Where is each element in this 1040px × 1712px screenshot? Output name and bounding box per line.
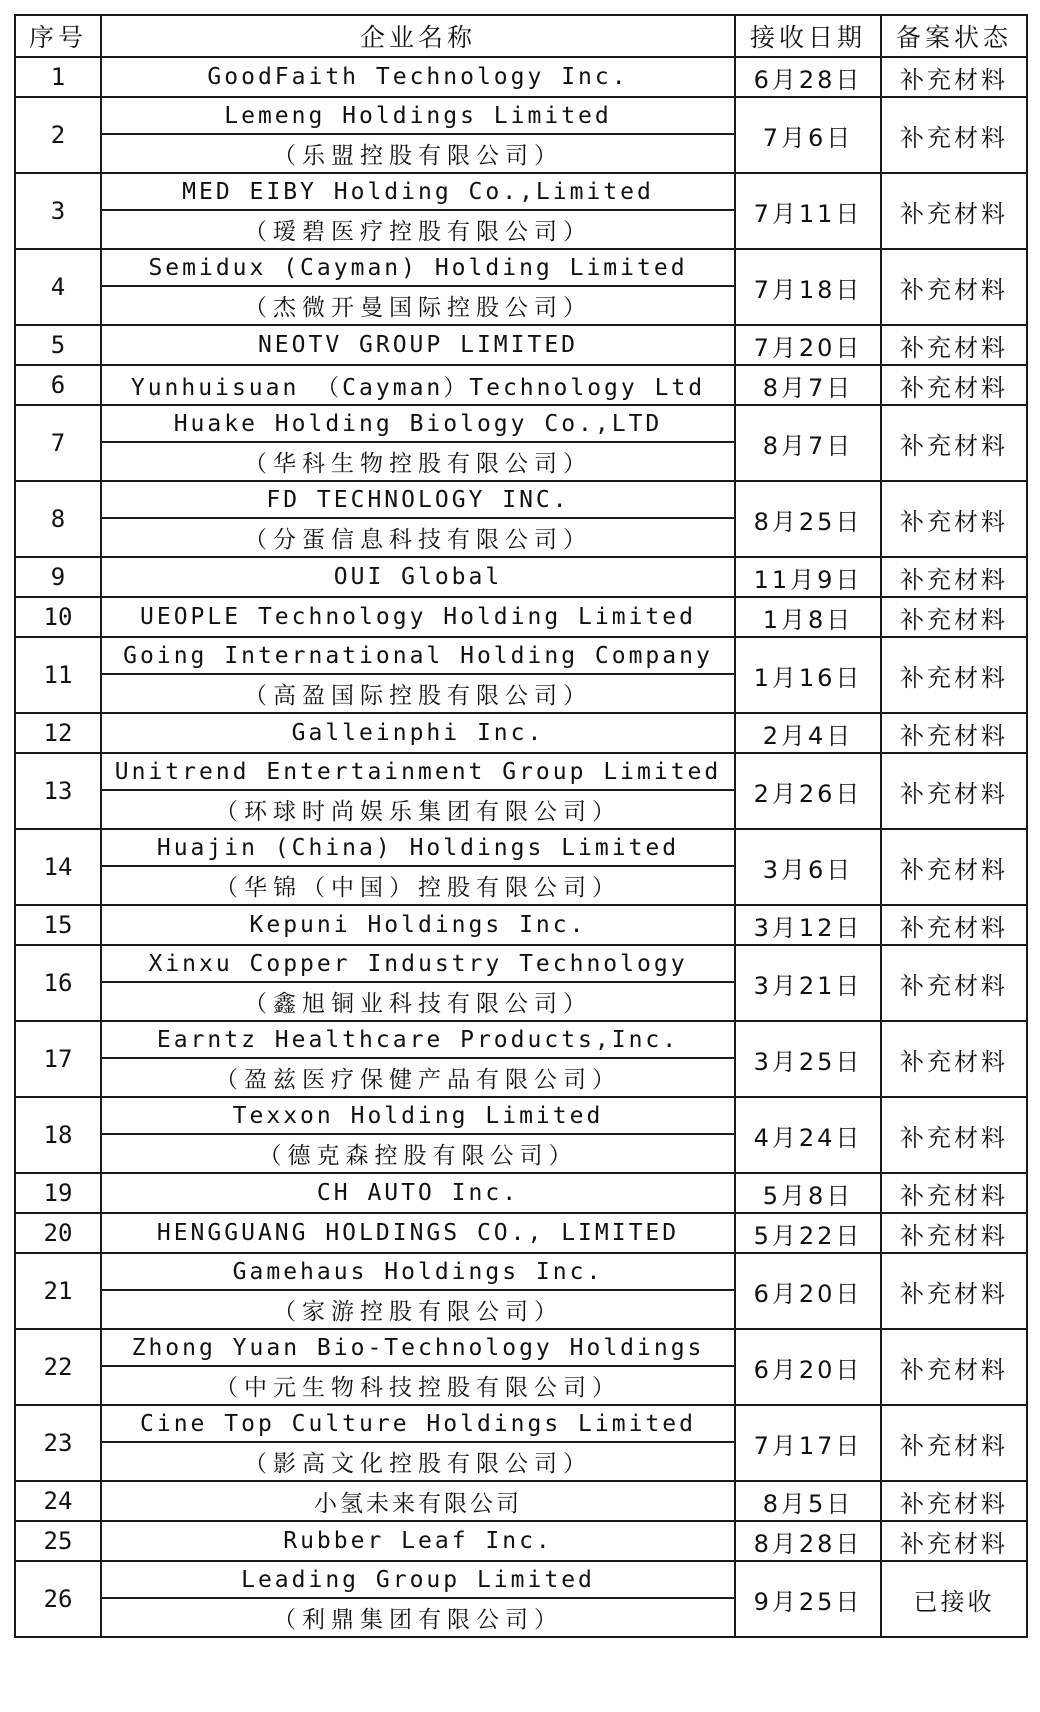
company-name-cell: Going International Holding Company	[101, 637, 735, 674]
table-row	[15, 1253, 1027, 1290]
header-filing-status: 备案状态	[881, 15, 1027, 57]
table-row	[15, 753, 1027, 790]
filing-status-cell: 补充材料	[881, 1481, 1027, 1521]
filing-status-cell: 补充材料	[881, 1213, 1027, 1253]
company-chinese-name-cell: （瑷碧医疗控股有限公司）	[101, 210, 735, 249]
received-date-cell: 7月17日	[735, 1405, 881, 1481]
filing-status-cell: 补充材料	[881, 637, 1027, 713]
filing-status-cell: 补充材料	[881, 1253, 1027, 1329]
table-row	[15, 905, 1027, 945]
table-row	[15, 713, 1027, 753]
serial-number-cell: 6	[15, 365, 101, 405]
serial-number-cell: 24	[15, 1481, 101, 1521]
filing-status-cell: 补充材料	[881, 905, 1027, 945]
table-row	[15, 637, 1027, 674]
table-row	[15, 829, 1027, 866]
company-name-cell: Kepuni Holdings Inc.	[101, 905, 735, 945]
company-chinese-name-cell: （乐盟控股有限公司）	[101, 134, 735, 173]
company-name-cell: Huake Holding Biology Co.,LTD	[101, 405, 735, 442]
filing-status-cell: 补充材料	[881, 1021, 1027, 1097]
filing-status-cell: 已接收	[881, 1561, 1027, 1637]
company-chinese-name-cell: （影高文化控股有限公司）	[101, 1442, 735, 1481]
filing-status-cell: 补充材料	[881, 713, 1027, 753]
serial-number-cell: 2	[15, 97, 101, 173]
company-name-cell: UEOPLE Technology Holding Limited	[101, 597, 735, 637]
received-date-cell: 8月7日	[735, 365, 881, 405]
table-row	[15, 1329, 1027, 1366]
filing-status-cell: 补充材料	[881, 405, 1027, 481]
received-date-cell: 5月8日	[735, 1173, 881, 1213]
received-date-cell: 11月9日	[735, 557, 881, 597]
company-name-cell: Semidux (Cayman) Holding Limited	[101, 249, 735, 286]
received-date-cell: 6月20日	[735, 1329, 881, 1405]
serial-number-cell: 13	[15, 753, 101, 829]
filing-status-cell: 补充材料	[881, 597, 1027, 637]
serial-number-cell: 1	[15, 57, 101, 97]
serial-number-cell: 5	[15, 325, 101, 365]
received-date-cell: 7月6日	[735, 97, 881, 173]
company-name-cell: Earntz Healthcare Products,Inc.	[101, 1021, 735, 1058]
company-chinese-name-cell: （环球时尚娱乐集团有限公司）	[101, 790, 735, 829]
received-date-cell: 6月28日	[735, 57, 881, 97]
received-date-cell: 9月25日	[735, 1561, 881, 1637]
company-name-cell: Huajin (China) Holdings Limited	[101, 829, 735, 866]
filing-status-cell: 补充材料	[881, 1405, 1027, 1481]
serial-number-cell: 12	[15, 713, 101, 753]
table-row	[15, 1173, 1027, 1213]
company-name-cell: Xinxu Copper Industry Technology	[101, 945, 735, 982]
table-row	[15, 481, 1027, 518]
filing-status-table	[14, 14, 1028, 1638]
company-chinese-name-cell: （利鼎集团有限公司）	[101, 1598, 735, 1637]
company-name-cell: Gamehaus Holdings Inc.	[101, 1253, 735, 1290]
serial-number-cell: 18	[15, 1097, 101, 1173]
filing-status-cell: 补充材料	[881, 829, 1027, 905]
serial-number-cell: 23	[15, 1405, 101, 1481]
received-date-cell: 7月20日	[735, 325, 881, 365]
serial-number-cell: 8	[15, 481, 101, 557]
filing-status-cell: 补充材料	[881, 557, 1027, 597]
company-name-cell: Leading Group Limited	[101, 1561, 735, 1598]
table-row	[15, 1213, 1027, 1253]
table-row	[15, 1405, 1027, 1442]
company-name-cell: NEOTV GROUP LIMITED	[101, 325, 735, 365]
serial-number-cell: 20	[15, 1213, 101, 1253]
company-name-cell: Yunhuisuan （Cayman）Technology Ltd	[101, 365, 735, 405]
header-company-name: 企业名称	[101, 15, 735, 57]
filing-status-cell: 补充材料	[881, 1329, 1027, 1405]
company-chinese-name-cell: （分蛋信息科技有限公司）	[101, 518, 735, 557]
company-chinese-name-cell: （家游控股有限公司）	[101, 1290, 735, 1329]
serial-number-cell: 10	[15, 597, 101, 637]
received-date-cell: 3月12日	[735, 905, 881, 945]
received-date-cell: 8月5日	[735, 1481, 881, 1521]
received-date-cell: 4月24日	[735, 1097, 881, 1173]
filing-status-cell: 补充材料	[881, 173, 1027, 249]
table-row	[15, 173, 1027, 210]
received-date-cell: 8月25日	[735, 481, 881, 557]
table-row	[15, 557, 1027, 597]
received-date-cell: 3月6日	[735, 829, 881, 905]
received-date-cell: 2月4日	[735, 713, 881, 753]
filing-status-cell: 补充材料	[881, 945, 1027, 1021]
filing-status-cell: 补充材料	[881, 481, 1027, 557]
company-chinese-name-cell: （高盈国际控股有限公司）	[101, 674, 735, 713]
header-serial-number: 序号	[15, 15, 101, 57]
received-date-cell: 1月8日	[735, 597, 881, 637]
company-chinese-name-cell: （盈兹医疗保健产品有限公司）	[101, 1058, 735, 1097]
table-header-row	[15, 15, 1027, 57]
company-name-cell: Rubber Leaf Inc.	[101, 1521, 735, 1561]
filing-status-cell: 补充材料	[881, 1521, 1027, 1561]
received-date-cell: 7月18日	[735, 249, 881, 325]
company-name-cell: FD TECHNOLOGY INC.	[101, 481, 735, 518]
received-date-cell: 3月25日	[735, 1021, 881, 1097]
filing-status-cell: 补充材料	[881, 753, 1027, 829]
company-name-cell: Lemeng Holdings Limited	[101, 97, 735, 134]
received-date-cell: 1月16日	[735, 637, 881, 713]
table-row	[15, 1097, 1027, 1134]
company-name-cell: Unitrend Entertainment Group Limited	[101, 753, 735, 790]
filing-status-cell: 补充材料	[881, 97, 1027, 173]
table-row	[15, 1021, 1027, 1058]
table-row	[15, 325, 1027, 365]
table-row	[15, 1521, 1027, 1561]
received-date-cell: 7月11日	[735, 173, 881, 249]
company-name-cell: 小氢未来有限公司	[101, 1481, 735, 1521]
table-row	[15, 945, 1027, 982]
table-row	[15, 249, 1027, 286]
company-chinese-name-cell: （杰微开曼国际控股公司）	[101, 286, 735, 325]
company-name-cell: MED EIBY Holding Co.,Limited	[101, 173, 735, 210]
serial-number-cell: 9	[15, 557, 101, 597]
serial-number-cell: 15	[15, 905, 101, 945]
company-chinese-name-cell: （华科生物控股有限公司）	[101, 442, 735, 481]
company-name-cell: CH AUTO Inc.	[101, 1173, 735, 1213]
table-row	[15, 365, 1027, 405]
serial-number-cell: 7	[15, 405, 101, 481]
serial-number-cell: 16	[15, 945, 101, 1021]
company-name-cell: Texxon Holding Limited	[101, 1097, 735, 1134]
filing-status-cell: 补充材料	[881, 325, 1027, 365]
serial-number-cell: 22	[15, 1329, 101, 1405]
company-chinese-name-cell: （中元生物科技控股有限公司）	[101, 1366, 735, 1405]
header-received-date: 接收日期	[735, 15, 881, 57]
received-date-cell: 8月28日	[735, 1521, 881, 1561]
serial-number-cell: 19	[15, 1173, 101, 1213]
company-name-cell: GoodFaith Technology Inc.	[101, 57, 735, 97]
table-row	[15, 597, 1027, 637]
filing-status-cell: 补充材料	[881, 1173, 1027, 1213]
serial-number-cell: 25	[15, 1521, 101, 1561]
table-row	[15, 1561, 1027, 1598]
table-row	[15, 1481, 1027, 1521]
company-name-cell: Zhong Yuan Bio-Technology Holdings	[101, 1329, 735, 1366]
table-row	[15, 57, 1027, 97]
serial-number-cell: 17	[15, 1021, 101, 1097]
filing-status-cell: 补充材料	[881, 365, 1027, 405]
serial-number-cell: 4	[15, 249, 101, 325]
serial-number-cell: 14	[15, 829, 101, 905]
received-date-cell: 2月26日	[735, 753, 881, 829]
received-date-cell: 6月20日	[735, 1253, 881, 1329]
filing-status-cell: 补充材料	[881, 57, 1027, 97]
serial-number-cell: 26	[15, 1561, 101, 1637]
company-chinese-name-cell: （德克森控股有限公司）	[101, 1134, 735, 1173]
filing-status-cell: 补充材料	[881, 249, 1027, 325]
received-date-cell: 8月7日	[735, 405, 881, 481]
received-date-cell: 5月22日	[735, 1213, 881, 1253]
company-name-cell: Cine Top Culture Holdings Limited	[101, 1405, 735, 1442]
company-name-cell: HENGGUANG HOLDINGS CO., LIMITED	[101, 1213, 735, 1253]
table-row	[15, 405, 1027, 442]
company-chinese-name-cell: （华锦（中国）控股有限公司）	[101, 866, 735, 905]
serial-number-cell: 21	[15, 1253, 101, 1329]
serial-number-cell: 11	[15, 637, 101, 713]
table-row	[15, 97, 1027, 134]
filing-status-cell: 补充材料	[881, 1097, 1027, 1173]
serial-number-cell: 3	[15, 173, 101, 249]
received-date-cell: 3月21日	[735, 945, 881, 1021]
company-chinese-name-cell: （鑫旭铜业科技有限公司）	[101, 982, 735, 1021]
company-name-cell: OUI Global	[101, 557, 735, 597]
table-body	[15, 57, 1027, 1637]
company-name-cell: Galleinphi Inc.	[101, 713, 735, 753]
